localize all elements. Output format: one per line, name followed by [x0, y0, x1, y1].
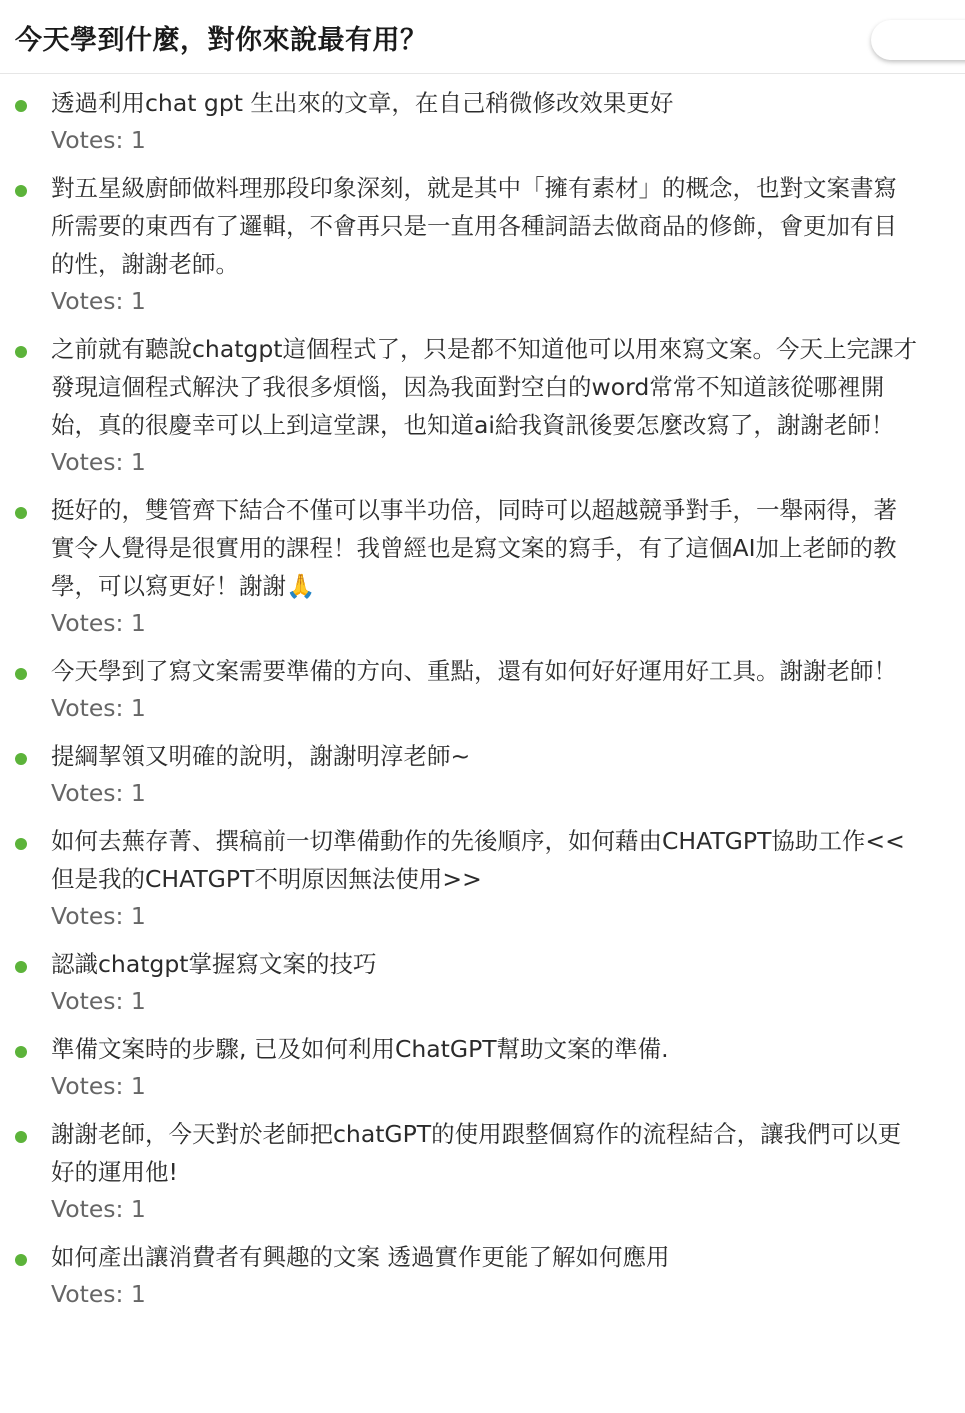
vote-count: Votes: 1 [51, 902, 146, 930]
vote-count: Votes: 1 [51, 1195, 146, 1223]
list-item [0, 169, 965, 319]
bullet-icon [15, 961, 27, 973]
response-text: 準備文案時的步驟, 已及如何利用ChatGPT幫助文案的準備. [51, 1035, 669, 1063]
vote-count: Votes: 1 [51, 1072, 146, 1100]
vote-count: Votes: 1 [51, 987, 146, 1015]
bullet-icon [15, 753, 27, 765]
list-item [0, 822, 965, 934]
response-text: 如何去蕪存菁、撰稿前一切準備動作的先後順序，如何藉由CHATGPT協助工作<<但是我的CHATGPT不明原因無法使用>> [51, 827, 905, 893]
vote-count: Votes: 1 [51, 779, 146, 807]
response-list [0, 84, 965, 1323]
vote-count: Votes: 1 [51, 694, 146, 722]
response-text: 之前就有聽說chatgpt這個程式了，只是都不知道他可以用來寫文案。今天上完課才發現這個程式解決了我很多煩惱，因為我面對空白的word常常不知道該從哪裡開始，真的很慶幸可以上到這堂課，也知道ai給我資訊後要怎麼改寫了，謝謝老師！ [51, 335, 917, 439]
list-item [0, 1030, 965, 1104]
list-item [0, 84, 965, 158]
header-action-button[interactable] [871, 20, 965, 60]
response-text: 今天學到了寫文案需要準備的方向、重點，還有如何好好運用好工具。謝謝老師！ [51, 657, 897, 685]
bullet-icon [15, 507, 27, 519]
response-text: 透過利用chat gpt 生出來的文章，在自己稍微修改效果更好 [51, 89, 674, 117]
list-item [0, 491, 965, 641]
vote-count: Votes: 1 [51, 609, 146, 637]
response-text: 謝謝老師，今天對於老師把chatGPT的使用跟整個寫作的流程結合，讓我們可以更好的運用他! [51, 1120, 902, 1186]
list-item [0, 737, 965, 811]
vote-count: Votes: 1 [51, 126, 146, 154]
list-item [0, 652, 965, 726]
bullet-icon [15, 1254, 27, 1266]
page-header [0, 0, 965, 74]
bullet-icon [15, 668, 27, 680]
bullet-icon [15, 185, 27, 197]
list-item [0, 1115, 965, 1227]
vote-count: Votes: 1 [51, 448, 146, 476]
list-item [0, 330, 965, 480]
list-item [0, 945, 965, 1019]
bullet-icon [15, 838, 27, 850]
response-text: 認識chatgpt掌握寫文案的技巧 [51, 950, 377, 978]
list-item [0, 1238, 965, 1312]
response-text: 對五星級廚師做料理那段印象深刻，就是其中「擁有素材」的概念，也對文案書寫所需要的東西有了邏輯，不會再只是一直用各種詞語去做商品的修飾，會更加有目的性，謝謝老師。 [51, 174, 897, 278]
bullet-icon [15, 1046, 27, 1058]
page-title: 今天學到什麼，對你來說最有用？ [15, 25, 428, 56]
bullet-icon [15, 100, 27, 112]
bullet-icon [15, 1131, 27, 1143]
bullet-icon [15, 346, 27, 358]
vote-count: Votes: 1 [51, 287, 146, 315]
vote-count: Votes: 1 [51, 1280, 146, 1308]
response-text: 挺好的，雙管齊下結合不僅可以事半功倍，同時可以超越競爭對手，一舉兩得，著實令人覺得是很實用的課程！我曾經也是寫文案的寫手，有了這個AI加上老師的教學，可以寫更好！謝謝🙏 [51, 496, 897, 600]
response-text: 如何產出讓消費者有興趣的文案 透過實作更能了解如何應用 [51, 1243, 670, 1271]
response-text: 提綱挈領又明確的說明，謝謝明淳老師~ [51, 742, 471, 770]
